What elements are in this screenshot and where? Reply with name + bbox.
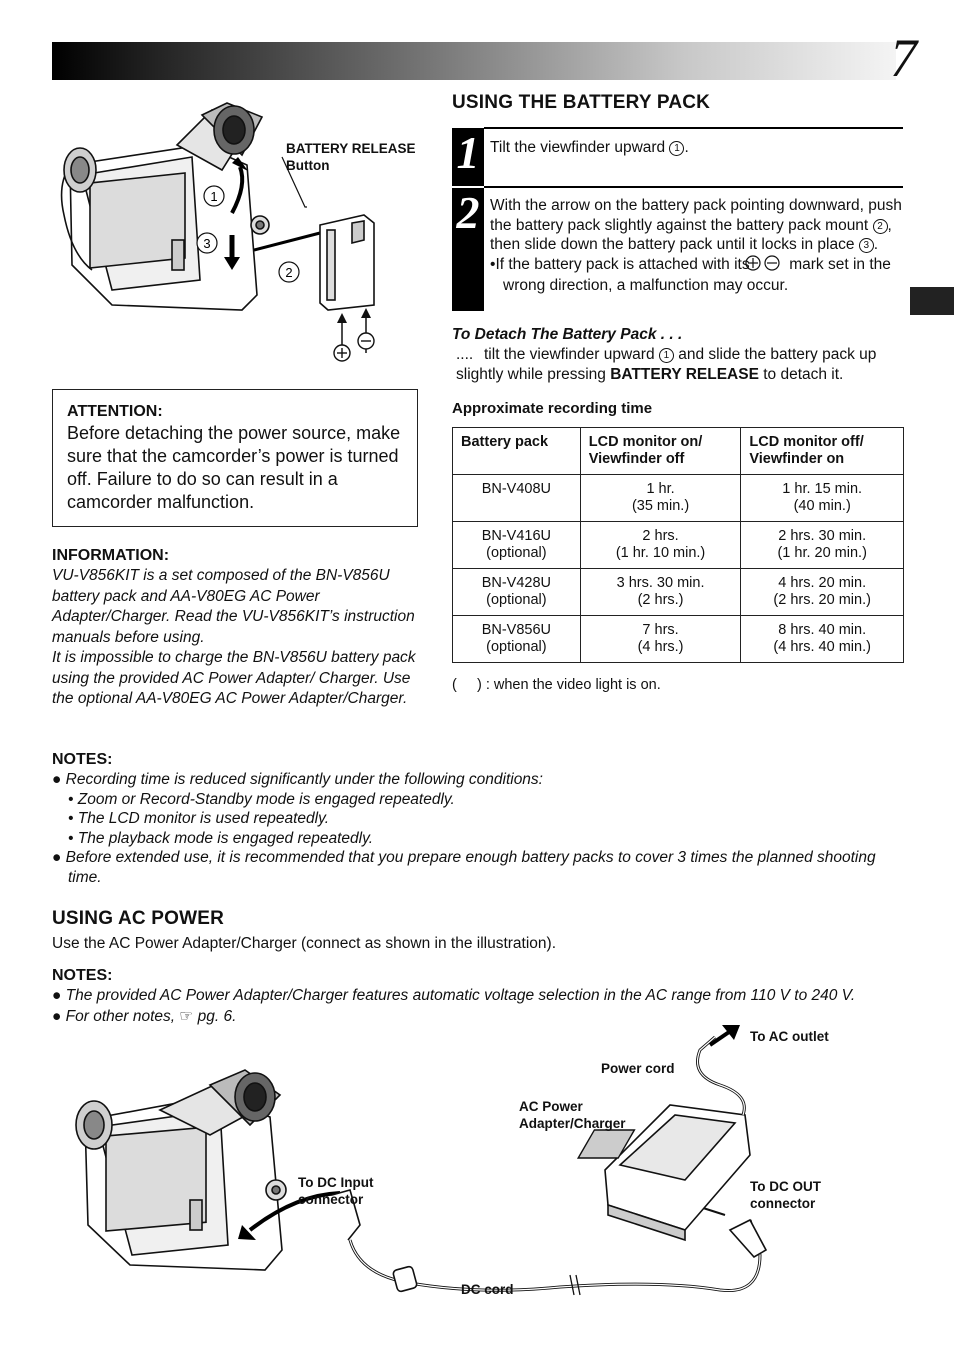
detach-title: To Detach The Battery Pack . . . — [452, 326, 683, 343]
notes-2-title: NOTES: — [52, 967, 113, 984]
step-2-rule — [484, 186, 903, 188]
notes-2-item-1: ● The provided AC Power Adapter/Charger features automatic voltage selection in the AC range from 110 V to 240 V. — [52, 987, 856, 1004]
step-1-rule — [484, 127, 903, 129]
page-number: 7 — [890, 28, 917, 88]
table-row: BN-V408U 1 hr. (35 min.) 1 hr. 15 min. (40 min.) — [453, 475, 904, 522]
notes-1-sub-3: • The playback mode is engaged repeatedly. — [68, 829, 373, 847]
ac-section-title: USING AC POWER — [52, 908, 225, 929]
recording-time-table — [452, 427, 904, 663]
step-1-number: 1 — [452, 128, 484, 186]
header-battery-pack: Battery pack — [453, 428, 581, 475]
table-row: BN-V856U (optional) 7 hrs. (4 hrs.) 8 hrs. 40 min. (4 hrs. 40 min.) — [453, 616, 904, 663]
callout-1: 1 — [210, 189, 218, 204]
information-line-2: It is impossible to charge the BN-V856U battery pack using the provided AC Power Adapter/ Charger. Use the optional AA-V80EG AC Power Adapter/Charger. — [52, 649, 416, 707]
section-thumb-tab — [910, 287, 954, 315]
polarity-symbols-icon — [758, 255, 781, 277]
step-1-text: Tilt the viewfinder upward 1 . — [490, 139, 689, 156]
notes-1-title: NOTES: — [52, 751, 113, 768]
notes-2-item-2: ● For other notes, ☞ pg. 6. — [52, 1007, 237, 1025]
notes-1-item-1: ● Recording time is reduced significantly under the following conditions: — [52, 771, 543, 788]
header-lcd-on: LCD monitor on/ Viewfinder off — [580, 428, 741, 475]
information-line-1: VU-V856KIT is a set composed of the BN-V856U battery pack and AA-V80EG AC Power Adapter/Charger. Read the VU-V856KIT’s instruction manuals before using. — [52, 567, 415, 646]
callout-3: 3 — [203, 236, 211, 251]
notes-1-item-2: ● Before extended use, it is recommended that you prepare enough battery packs to cover 3 times the planned shooting time. — [52, 849, 876, 886]
notes-1-sub-2: • The LCD monitor is used repeatedly. — [68, 810, 330, 827]
notes-1 — [52, 750, 912, 887]
table-row: BN-V416U (optional) 2 hrs. (1 hr. 10 min.) 2 hrs. 30 min. (1 hr. 20 min.) — [453, 522, 904, 569]
dc-input-label: To DC Input connector — [298, 1175, 374, 1207]
dc-out-label: To DC OUT connector — [750, 1179, 821, 1211]
attention-title: ATTENTION: — [67, 403, 163, 420]
table-header-row — [453, 428, 904, 475]
power-cord-label: Power cord — [601, 1061, 675, 1076]
ac-section-text: Use the AC Power Adapter/Charger (connect as shown in the illustration). — [52, 935, 557, 952]
callout-2: 2 — [285, 265, 293, 280]
step-2-text: With the arrow on the battery pack pointing downward, push the battery pack slightly against the battery pack mount 2 , then slide down the battery pack until it locks in place 3 . •If the battery pack is attached with its mark set in the wrong direction, a malfunction may occur. — [490, 197, 902, 294]
dc-cord-label: DC cord — [461, 1282, 514, 1297]
recording-table-title: Approximate recording time — [452, 400, 653, 417]
adapter-label: AC Power Adapter/Charger — [519, 1099, 626, 1131]
header-viewfinder-on: LCD monitor off/ Viewfinder on — [741, 428, 904, 475]
notes-2 — [52, 966, 912, 1027]
release-button-label: BATTERY RELEASE Button — [286, 141, 416, 173]
attention-text: Before detaching the power source, make sure that the camcorder’s power is turned off. Failure to do so can result in a camcorder malfunction. — [67, 423, 401, 512]
table-row: BN-V428U (optional) 3 hrs. 30 min. (2 hrs.) 4 hrs. 20 min. (2 hrs. 20 min.) — [453, 569, 904, 616]
information-title: INFORMATION: — [52, 547, 170, 564]
step-2-warning: •If the battery pack is attached with its mark set in the wrong direction, a malfunction may occur. — [490, 255, 891, 294]
detach-text: .... tilt the viewfinder upward 1 and slide the battery pack up slightly while pressing BATTERY RELEASE to detach it. — [456, 346, 877, 383]
battery-attach-illustration — [52, 95, 432, 370]
ac-connection-illustration — [60, 1025, 860, 1325]
battery-section-title: USING THE BATTERY PACK — [452, 92, 711, 113]
information-block — [52, 546, 422, 710]
to-ac-outlet-label: To AC outlet — [750, 1029, 829, 1044]
notes-1-sub-1: • Zoom or Record-Standby mode is engaged repeatedly. — [68, 790, 455, 808]
step-2-number: 2 — [452, 188, 484, 311]
header-gradient-bar — [52, 42, 896, 80]
table-footnote: ( ) : when the video light is on. — [452, 677, 661, 693]
attention-box — [52, 389, 418, 527]
